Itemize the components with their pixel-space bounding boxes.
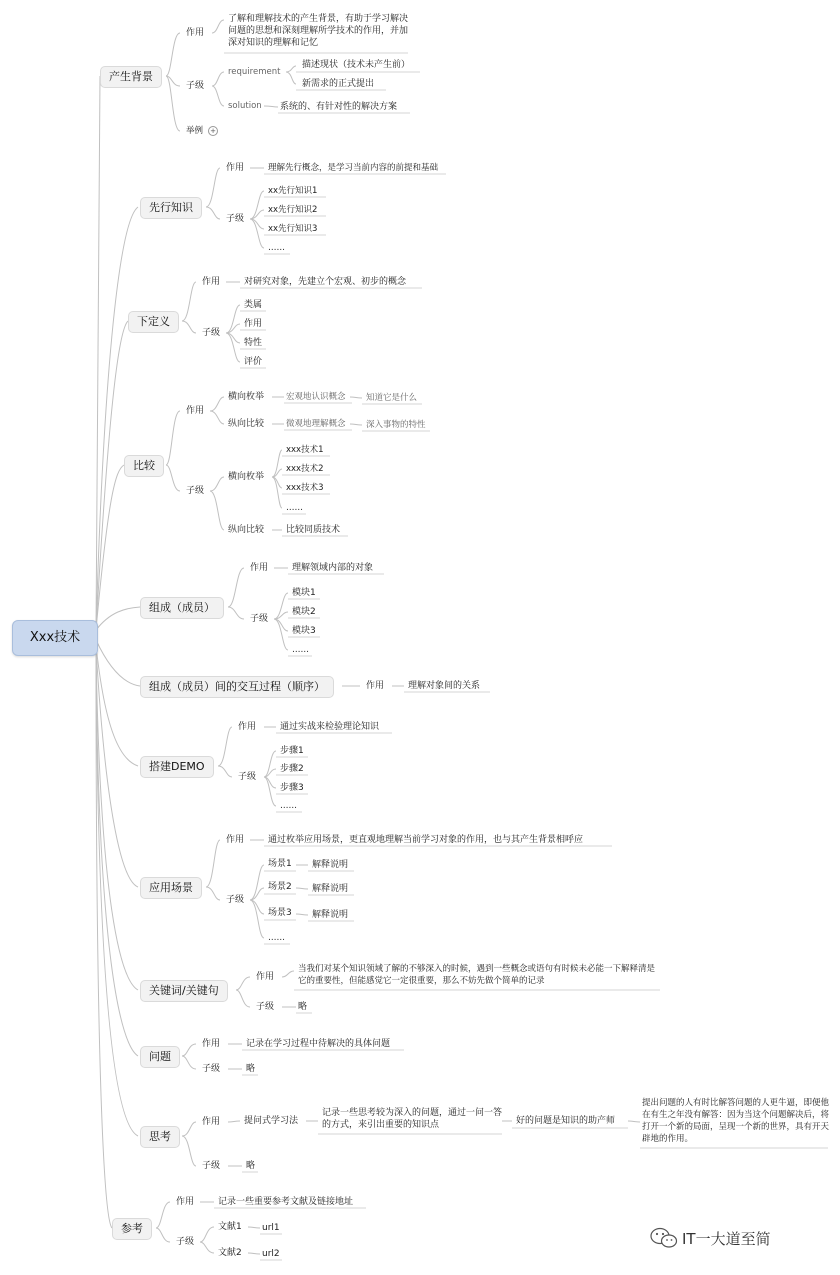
section-thinking[interactable]: 思考 <box>140 1126 180 1148</box>
think-quote-text: 提出问题的人有时比解答问题的人更牛逼，即便他在有生之年没有解答：因为当这个问题解决后，将打开一个新的局面，呈现一个新的世界，具有开天辟地的作用。 <box>642 1098 830 1144</box>
think-sub-text: 略 <box>246 1161 256 1171</box>
demo-role-label: 作用 <box>238 722 257 732</box>
question-sub-label: 子级 <box>202 1064 221 1074</box>
keyword-role-text: 当我们对某个知识领域了解的不够深入的时候，遇到一些概念或语句有时候未必能一下解释清是它的重要性，但能感觉它一定很重要，那么不妨先做个简单的记录 <box>298 964 656 986</box>
demo-item: …… <box>280 801 297 811</box>
scene-explain: 解释说明 <box>312 910 349 920</box>
compare-sub-item: xxx技术1 <box>286 445 324 455</box>
compare-sub-horizontal-label: 横向枚举 <box>228 472 265 482</box>
compare-horizontal-label: 横向枚举 <box>228 392 265 402</box>
compare-sub-item: …… <box>286 503 303 513</box>
members-item: 模块1 <box>292 588 316 598</box>
think-sub-label: 子级 <box>202 1161 221 1171</box>
compare-sub-vertical-text: 比较同质技术 <box>286 525 341 535</box>
wechat-icon <box>650 1227 678 1249</box>
interact-role-text: 理解对象间的关系 <box>408 681 481 691</box>
compare-horizontal-goal: 知道它是什么 <box>366 393 418 403</box>
define-item: 作用 <box>244 319 263 329</box>
section-scenarios[interactable]: 应用场景 <box>140 877 202 899</box>
bg-solution-text: 系统的、有针对性的解决方案 <box>280 102 398 112</box>
section-references[interactable]: 参考 <box>112 1218 152 1240</box>
compare-sub-vertical-label: 纵向比较 <box>228 525 265 535</box>
compare-vertical-goal: 深入事物的特性 <box>366 420 426 430</box>
members-role-text: 理解领域内部的对象 <box>292 563 374 573</box>
compare-sub-label: 子级 <box>186 486 205 496</box>
prior-item: xx先行知识3 <box>268 224 318 234</box>
define-item: 特性 <box>244 338 263 348</box>
demo-sub-label: 子级 <box>238 772 257 782</box>
ref-url-1[interactable]: url1 <box>262 1223 280 1233</box>
ref-role-label: 作用 <box>176 1197 195 1207</box>
interact-role-label: 作用 <box>366 681 385 691</box>
section-interaction[interactable]: 组成（成员）间的交互过程（顺序） <box>140 676 334 698</box>
section-definition[interactable]: 下定义 <box>128 311 179 333</box>
keyword-sub-text: 略 <box>298 1002 308 1012</box>
keyword-role-label: 作用 <box>256 972 275 982</box>
prior-item: xx先行知识1 <box>268 186 318 196</box>
section-questions[interactable]: 问题 <box>140 1046 180 1068</box>
bg-requirement-item-2: 新需求的正式提出 <box>302 79 375 89</box>
section-background[interactable]: 产生背景 <box>100 66 162 88</box>
prior-item: xx先行知识2 <box>268 205 318 215</box>
think-method-desc: 记录一些思考较为深入的问题，通过一问一答的方式，来引出重要的知识点 <box>322 1108 503 1130</box>
compare-vertical-label: 纵向比较 <box>228 419 265 429</box>
think-role-label: 作用 <box>202 1117 221 1127</box>
bg-example-label: 举例 <box>186 126 204 136</box>
scene-item: …… <box>268 933 285 943</box>
question-role-label: 作用 <box>202 1039 221 1049</box>
demo-item: 步骤3 <box>280 783 304 793</box>
ref-doc-1: 文献1 <box>218 1222 242 1232</box>
bg-requirement-label: requirement <box>228 67 281 77</box>
prior-item: …… <box>268 243 285 253</box>
think-quote-label: 好的问题是知识的助产师 <box>516 1116 616 1126</box>
members-item: 模块2 <box>292 607 316 617</box>
section-prior-knowledge[interactable]: 先行知识 <box>140 197 202 219</box>
prior-role-text: 理解先行概念，是学习当前内容的前提和基础 <box>268 163 439 173</box>
section-demo[interactable]: 搭建DEMO <box>140 756 214 778</box>
compare-role-label: 作用 <box>186 406 205 416</box>
ref-url-2[interactable]: url2 <box>262 1249 280 1259</box>
root-node[interactable]: Xxx技术 <box>12 620 98 656</box>
members-item: …… <box>292 645 309 655</box>
compare-sub-item: xxx技术3 <box>286 483 324 493</box>
prior-sub-label: 子级 <box>226 214 245 224</box>
compare-sub-item: xxx技术2 <box>286 464 324 474</box>
watermark-text: IT一大道至简 <box>682 1230 771 1248</box>
define-role-text: 对研究对象，先建立个宏观、初步的概念 <box>244 277 407 287</box>
define-role-label: 作用 <box>202 277 221 287</box>
expand-plus-icon[interactable]: + <box>208 126 218 136</box>
members-role-label: 作用 <box>250 563 269 573</box>
section-keywords[interactable]: 关键词/关键句 <box>140 980 228 1002</box>
bg-role-label: 作用 <box>186 28 205 38</box>
section-members[interactable]: 组成（成员） <box>140 597 224 619</box>
bg-requirement-item-1: 描述现状（技术未产生前） <box>302 60 411 70</box>
section-comparison[interactable]: 比较 <box>124 455 164 477</box>
scene-item: 场景3 <box>268 908 292 918</box>
demo-item: 步骤1 <box>280 746 304 756</box>
bg-sub-label: 子级 <box>186 81 205 91</box>
scene-explain: 解释说明 <box>312 884 349 894</box>
keyword-sub-label: 子级 <box>256 1002 275 1012</box>
scene-sub-label: 子级 <box>226 895 245 905</box>
question-role-text: 记录在学习过程中待解决的具体问题 <box>246 1039 391 1049</box>
compare-vertical-desc: 微观地理解概念 <box>286 419 346 429</box>
ref-role-text: 记录一些重要参考文献及链接地址 <box>218 1197 354 1207</box>
question-sub-text: 略 <box>246 1064 256 1074</box>
ref-sub-label: 子级 <box>176 1237 195 1247</box>
scene-role-label: 作用 <box>226 835 245 845</box>
ref-doc-2: 文献2 <box>218 1248 242 1258</box>
compare-horizontal-desc: 宏观地认识概念 <box>286 392 346 402</box>
scene-role-text: 通过枚举应用场景，更直观地理解当前学习对象的作用，也与其产生背景相呼应 <box>268 835 584 845</box>
scene-explain: 解释说明 <box>312 860 349 870</box>
members-item: 模块3 <box>292 626 316 636</box>
prior-role-label: 作用 <box>226 163 245 173</box>
scene-item: 场景2 <box>268 882 292 892</box>
bg-solution-label: solution <box>228 101 262 111</box>
define-item: 类属 <box>244 300 263 310</box>
think-method: 提问式学习法 <box>244 1116 299 1126</box>
scene-item: 场景1 <box>268 859 292 869</box>
demo-item: 步骤2 <box>280 764 304 774</box>
define-sub-label: 子级 <box>202 328 221 338</box>
demo-role-text: 通过实战来检验理论知识 <box>280 722 380 732</box>
bg-role-text: 了解和理解技术的产生背景，有助于学习解决问题的思想和深刻理解所学技术的作用，并加深对知识的理解和记忆 <box>228 14 409 48</box>
define-item: 评价 <box>244 357 263 367</box>
members-sub-label: 子级 <box>250 614 269 624</box>
